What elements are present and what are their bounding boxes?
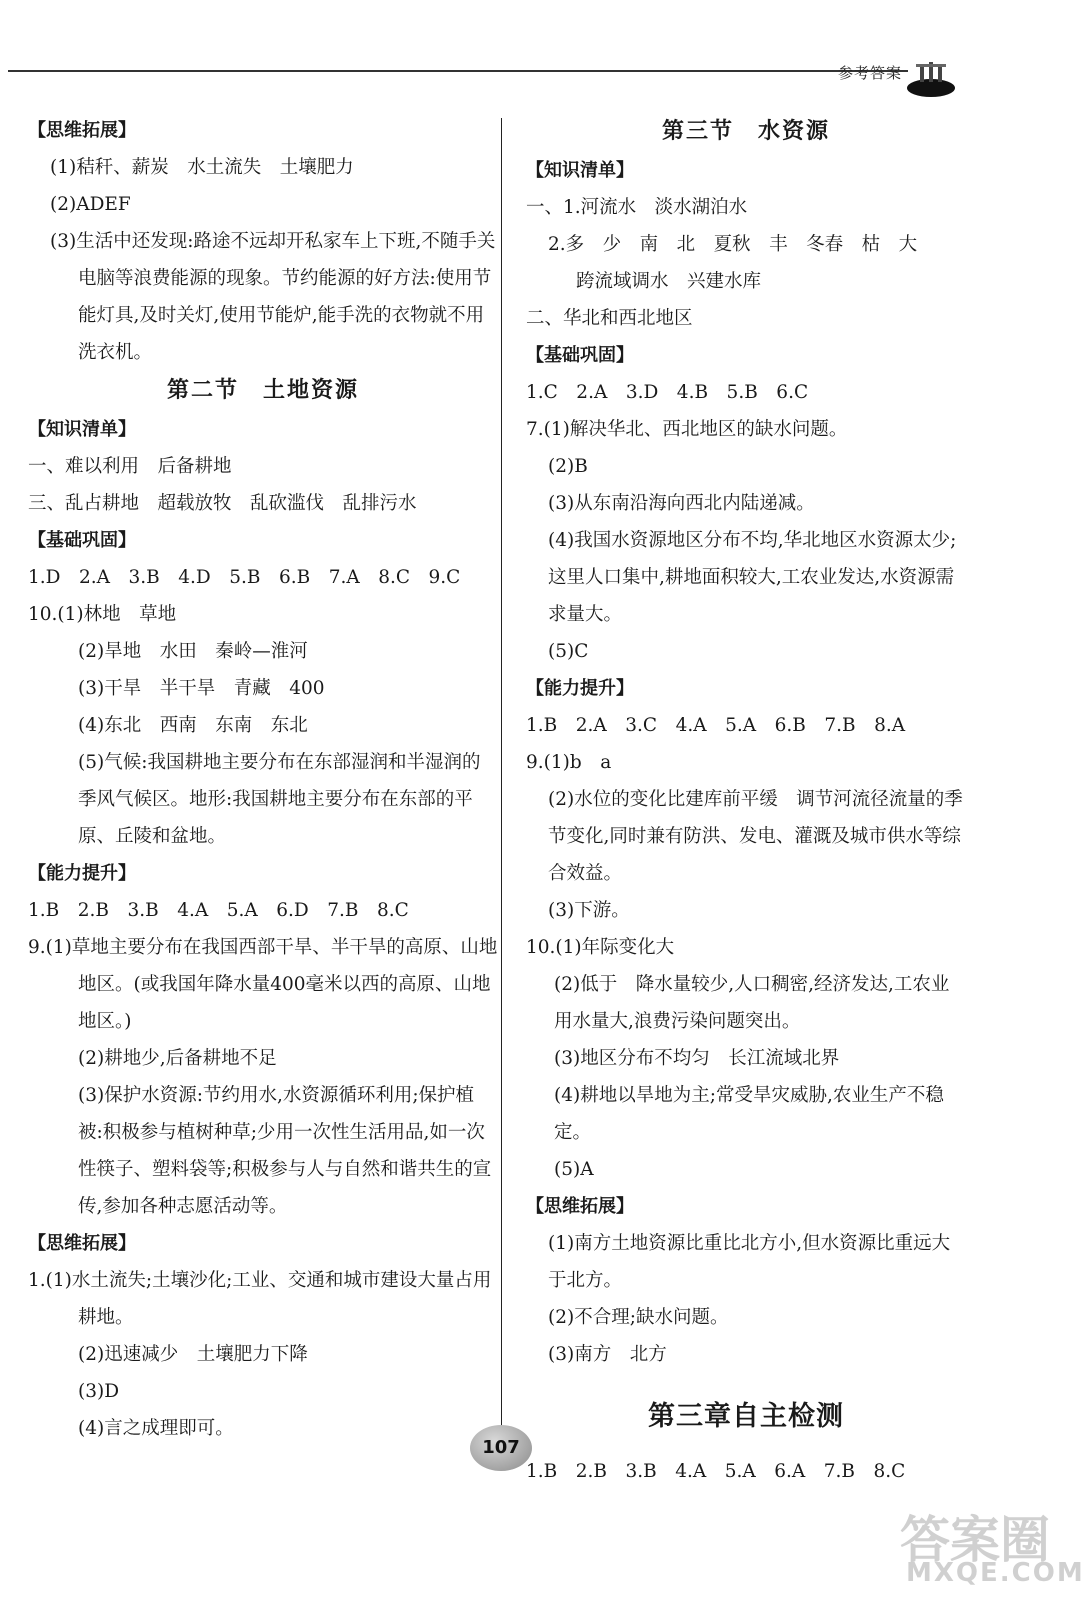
answer-paragraph: (2)水位的变化比建库前平缓 调节河流径流量的季节变化,同时兼有防洪、发电、灌溉及城市供水等综合效益。 <box>548 789 963 884</box>
answer-line: (4)言之成理即可。 <box>78 1418 234 1439</box>
right-column <box>526 112 966 1490</box>
section-heading: 【思维拓展】 <box>526 1196 634 1217</box>
answer-paragraph: (5)气候:我国耕地主要分布在东部湿润和半湿润的季风气候区。地形:我国耕地主要分布在东部的平原、丘陵和盆地。 <box>78 752 481 847</box>
answer-line: (2)旱地 水田 秦岭—淮河 <box>78 641 308 662</box>
answer-line: (4)东北 西南 东南 东北 <box>78 715 308 736</box>
answer-line: (2)迅速减少 土壤肥力下降 <box>78 1344 308 1365</box>
answer-row: 1.B 2.B 3.B 4.A 5.A 6.A 7.B 8.C <box>526 1461 906 1482</box>
section-title: 第二节 土地资源 <box>166 378 359 403</box>
answer-line: (3)南方 北方 <box>548 1344 667 1365</box>
answer-row: 1.B 2.B 3.B 4.A 5.A 6.D 7.B 8.C <box>28 900 409 921</box>
answer-line: (3)下游。 <box>548 900 630 921</box>
answer-line: 跨流域调水 兴建水库 <box>576 271 762 292</box>
page-number: 107 <box>470 1425 532 1471</box>
answer-line: (3)干旱 半干旱 青藏 400 <box>78 678 325 699</box>
watermark-text: 答案圈 <box>900 1511 1050 1569</box>
section-title: 第三节 水资源 <box>661 119 830 144</box>
section-heading: 【基础巩固】 <box>526 345 634 366</box>
answer-paragraph: (3)保护水资源:节约用水,水资源循环利用;保护植被:积极参与植树种草;少用一次性生活用品,如一次性筷子、塑料袋等;积极参与人与自然和谐共生的宣传,参加各种志愿活动等。 <box>78 1085 492 1217</box>
left-column <box>28 112 498 1447</box>
answer-line: (2)B <box>548 456 588 477</box>
answer-line: 一、难以利用 后备耕地 <box>28 456 232 477</box>
answer-line: (5)A <box>554 1159 594 1180</box>
answer-paragraph: (4)耕地以旱地为主;常受旱灾威胁,农业生产不稳定。 <box>554 1085 944 1143</box>
answer-line: 二、华北和西北地区 <box>526 308 693 329</box>
answer-line: 2.多 少 南 北 夏秋 丰 冬春 枯 大 <box>548 234 918 255</box>
answer-line: (5)C <box>548 641 589 662</box>
answer-line: (2)耕地少,后备耕地不足 <box>78 1048 277 1069</box>
section-heading: 【知识清单】 <box>526 160 634 181</box>
section-heading: 【思维拓展】 <box>28 120 136 141</box>
answer-paragraph: 9.(1)草地主要分布在我国西部干旱、半干旱的高原、山地地区。(或我国年降水量400毫米以西的高原、山地地区。) <box>28 937 498 1032</box>
chapter-title: 第三章自主检测 <box>648 1401 844 1432</box>
answer-paragraph: 1.(1)水土流失;土壤沙化;工业、交通和城市建设大量占用耕地。 <box>28 1270 492 1328</box>
section-heading: 【能力提升】 <box>28 863 136 884</box>
answer-row: 1.D 2.A 3.B 4.D 5.B 6.B 7.A 8.C 9.C <box>28 567 461 588</box>
answer-paragraph: (4)我国水资源地区分布不均,华北地区水资源太少;这里人口集中,耕地面积较大,工农业发达,水资源需求量大。 <box>548 530 957 625</box>
answer-line: (1)秸秆、薪炭 水土流失 土壤肥力 <box>50 157 354 178</box>
answer-line: 10.(1)年际变化大 <box>526 937 675 958</box>
column-divider <box>501 118 502 1434</box>
answer-line: 一、1.河流水 淡水湖泊水 <box>526 197 748 218</box>
answer-line: 三、乱占耕地 超载放牧 乱砍滥伐 乱排污水 <box>28 493 417 514</box>
answer-line: (3)D <box>78 1381 120 1402</box>
header-label: 参考答案 <box>838 64 903 82</box>
answer-row: 1.B 2.A 3.C 4.A 5.A 6.B 7.B 8.A <box>526 715 906 736</box>
answer-paragraph: (1)南方土地资源比重比北方小,但水资源比重远大于北方。 <box>548 1233 951 1291</box>
answer-line: 7.(1)解决华北、西北地区的缺水问题。 <box>526 419 848 440</box>
answer-line: (3)地区分布不均匀 长江流域北界 <box>554 1048 840 1069</box>
answer-paragraph: (3)生活中还发现:路途不远却开私家车上下班,不随手关电脑等浪费能源的现象。节约能源的好方法:使用节能灯具,及时关灯,使用节能炉,能手洗的衣物就不用洗衣机。 <box>50 231 496 363</box>
header-logo-icon <box>906 58 956 98</box>
watermark-url: MXQE.COM <box>906 1558 1085 1588</box>
answer-line: 10.(1)林地 草地 <box>28 604 177 625</box>
answer-line: (3)从东南沿海向西北内陆递减。 <box>548 493 815 514</box>
section-heading: 【知识清单】 <box>28 419 136 440</box>
section-heading: 【能力提升】 <box>526 678 634 699</box>
section-heading: 【思维拓展】 <box>28 1233 136 1254</box>
answer-row: 1.C 2.A 3.D 4.B 5.B 6.C <box>526 382 809 403</box>
section-heading: 【基础巩固】 <box>28 530 136 551</box>
answer-paragraph: (2)低于 降水量较少,人口稠密,经济发达,工农业用水量大,浪费污染问题突出。 <box>554 974 950 1032</box>
answer-line: (2)不合理;缺水问题。 <box>548 1307 729 1328</box>
answer-line: (2)ADEF <box>50 194 131 215</box>
header-rule <box>8 70 908 72</box>
answer-line: 9.(1)b a <box>526 752 612 773</box>
